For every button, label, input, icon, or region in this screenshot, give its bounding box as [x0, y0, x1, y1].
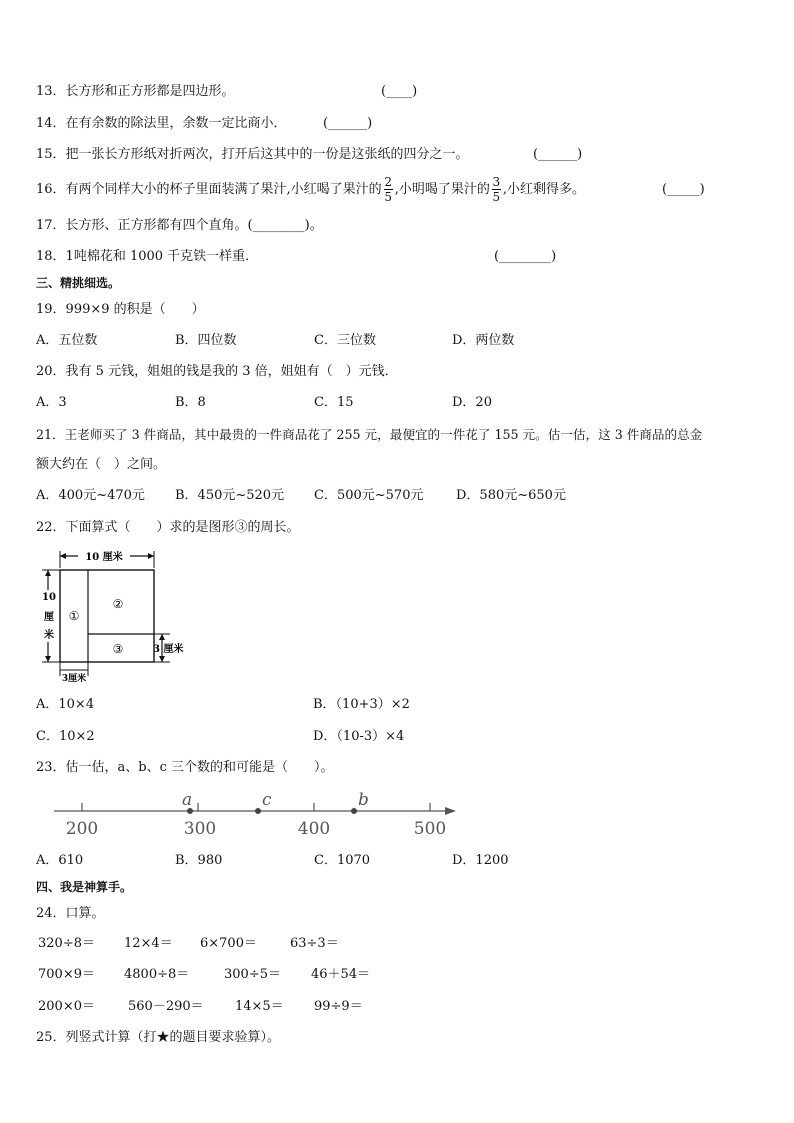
oral-calc-item: 320÷8＝: [38, 936, 95, 951]
option-a[interactable]: A．10×4: [36, 697, 95, 712]
question-14: 14．在有余数的除法里，余数一定比商小．: [36, 116, 287, 131]
left-dimension-label: 米: [44, 630, 54, 641]
top-dimension-label: 10 厘米: [85, 552, 123, 563]
oral-calc-item: 63÷3＝: [290, 936, 339, 951]
fraction-three-fifths: [492, 176, 501, 203]
question-13: 13．长方形和正方形都是四边形。: [36, 84, 235, 99]
question-16-part-a: 16．有两个同样大小的杯子里面装满了果汁,小红喝了果汁的: [36, 182, 382, 197]
region-1-label: ①: [68, 609, 80, 623]
option-b[interactable]: B．450元~520元: [175, 488, 285, 503]
question-24: 24．口算。: [36, 906, 105, 921]
answer-blank-14[interactable]: (______): [323, 116, 373, 131]
option-b[interactable]: B．四位数: [175, 333, 237, 348]
option-c[interactable]: C．三位数: [314, 333, 376, 348]
option-c[interactable]: C．15: [314, 395, 354, 410]
left-dimension-label: 10: [42, 592, 56, 603]
fraction-numerator: 3: [492, 175, 501, 189]
section-heading-3: 三、精挑细选。: [36, 276, 121, 290]
question-16-part-c: ,小红剩得多。: [502, 182, 585, 197]
question-19: 19．999×9 的积是（ ）: [36, 302, 205, 317]
option-d[interactable]: D．两位数: [452, 333, 515, 348]
question-22: 22．下面算式（ ）求的是图形③的周长。: [36, 520, 300, 535]
oral-calc-item: 46＋54＝: [311, 967, 371, 982]
question-15: 15．把一张长方形纸对折两次，打开后这其中的一份是这张纸的四分之一。: [36, 147, 469, 162]
fraction-numerator: 2: [384, 175, 392, 189]
right-dimension-label: 3 厘米: [153, 644, 184, 655]
rectangle-figure: [38, 548, 198, 684]
option-d[interactable]: D．（10-3）×4: [313, 729, 405, 744]
point-a-label: a: [182, 790, 193, 810]
option-a[interactable]: A．610: [36, 853, 84, 868]
option-b[interactable]: B．8: [175, 395, 206, 410]
point-b-label: b: [358, 790, 369, 810]
oral-calc-item: 560－290＝: [128, 999, 204, 1014]
answer-blank-15[interactable]: (______): [533, 147, 583, 162]
question-16-part-b: ,小明喝了果汁的: [394, 182, 490, 197]
tick-label-200: 200: [65, 819, 99, 839]
region-2-label: ②: [112, 597, 124, 611]
oral-calc-item: 700×9＝: [38, 967, 95, 982]
question-23: 23．估一估，a、b、c 三个数的和可能是（ ）。: [36, 760, 334, 775]
option-b[interactable]: B．980: [175, 853, 223, 868]
option-a[interactable]: A．3: [36, 395, 67, 410]
option-c[interactable]: C．1070: [314, 853, 371, 868]
section-heading-4: 四、我是神算手。: [36, 880, 133, 894]
option-a[interactable]: A．五位数: [36, 333, 98, 348]
question-21-line1: 21．王老师买了 3 件商品，其中最贵的一件商品花了 255 元，最便宜的一件花了 155 元。估一估，这 3 件商品的总金: [36, 427, 703, 442]
fraction-two-fifths: [384, 176, 393, 203]
option-a[interactable]: A．400元~470元: [36, 488, 145, 503]
tick-label-500: 500: [413, 819, 447, 839]
answer-blank-18[interactable]: (________): [494, 249, 557, 264]
option-c[interactable]: C．10×2: [36, 729, 95, 744]
point-c-label: c: [262, 790, 272, 810]
oral-calc-item: 300÷5＝: [224, 967, 281, 982]
question-18: 18．1吨棉花和 1000 千克铁一样重．: [36, 249, 259, 264]
answer-blank-16[interactable]: (_____): [662, 182, 705, 197]
oral-calc-item: 14×5＝: [235, 999, 284, 1014]
bottom-dimension-label: 3厘米: [61, 674, 87, 684]
question-21-line2: 额大约在（ ）之间。: [36, 457, 167, 472]
option-d[interactable]: D．580元~650元: [456, 488, 566, 503]
fraction-denominator: 5: [384, 190, 392, 204]
answer-blank-13[interactable]: (____): [381, 84, 418, 99]
oral-calc-item: 99÷9＝: [314, 999, 363, 1014]
tick-label-300: 300: [183, 819, 217, 839]
left-dimension-label: 厘: [44, 612, 54, 623]
tick-label-400: 400: [297, 819, 331, 839]
fraction-denominator: 5: [492, 190, 501, 204]
option-c[interactable]: C．500元~570元: [314, 488, 424, 503]
option-d[interactable]: D．20: [452, 395, 492, 410]
region-3-label: ③: [112, 642, 124, 656]
oral-calc-item: 200×0＝: [38, 999, 95, 1014]
question-20: 20．我有 5 元钱，姐姐的钱是我的 3 倍，姐姐有（ ）元钱．: [36, 364, 398, 379]
question-16: [36, 174, 585, 206]
option-d[interactable]: D．1200: [452, 853, 509, 868]
point-b: [351, 808, 357, 814]
point-c: [255, 808, 261, 814]
oral-calc-item: 4800÷8＝: [124, 967, 190, 982]
question-25: 25．列竖式计算（打★的题目要求验算）。: [36, 1030, 281, 1045]
oral-calc-item: 12×4＝: [124, 936, 173, 951]
option-b[interactable]: B．（10+3）×2: [313, 697, 410, 712]
number-line: [40, 788, 460, 840]
oral-calc-item: 6×700＝: [200, 936, 257, 951]
question-17: 17．长方形、正方形都有四个直角。(________)。: [36, 218, 323, 233]
